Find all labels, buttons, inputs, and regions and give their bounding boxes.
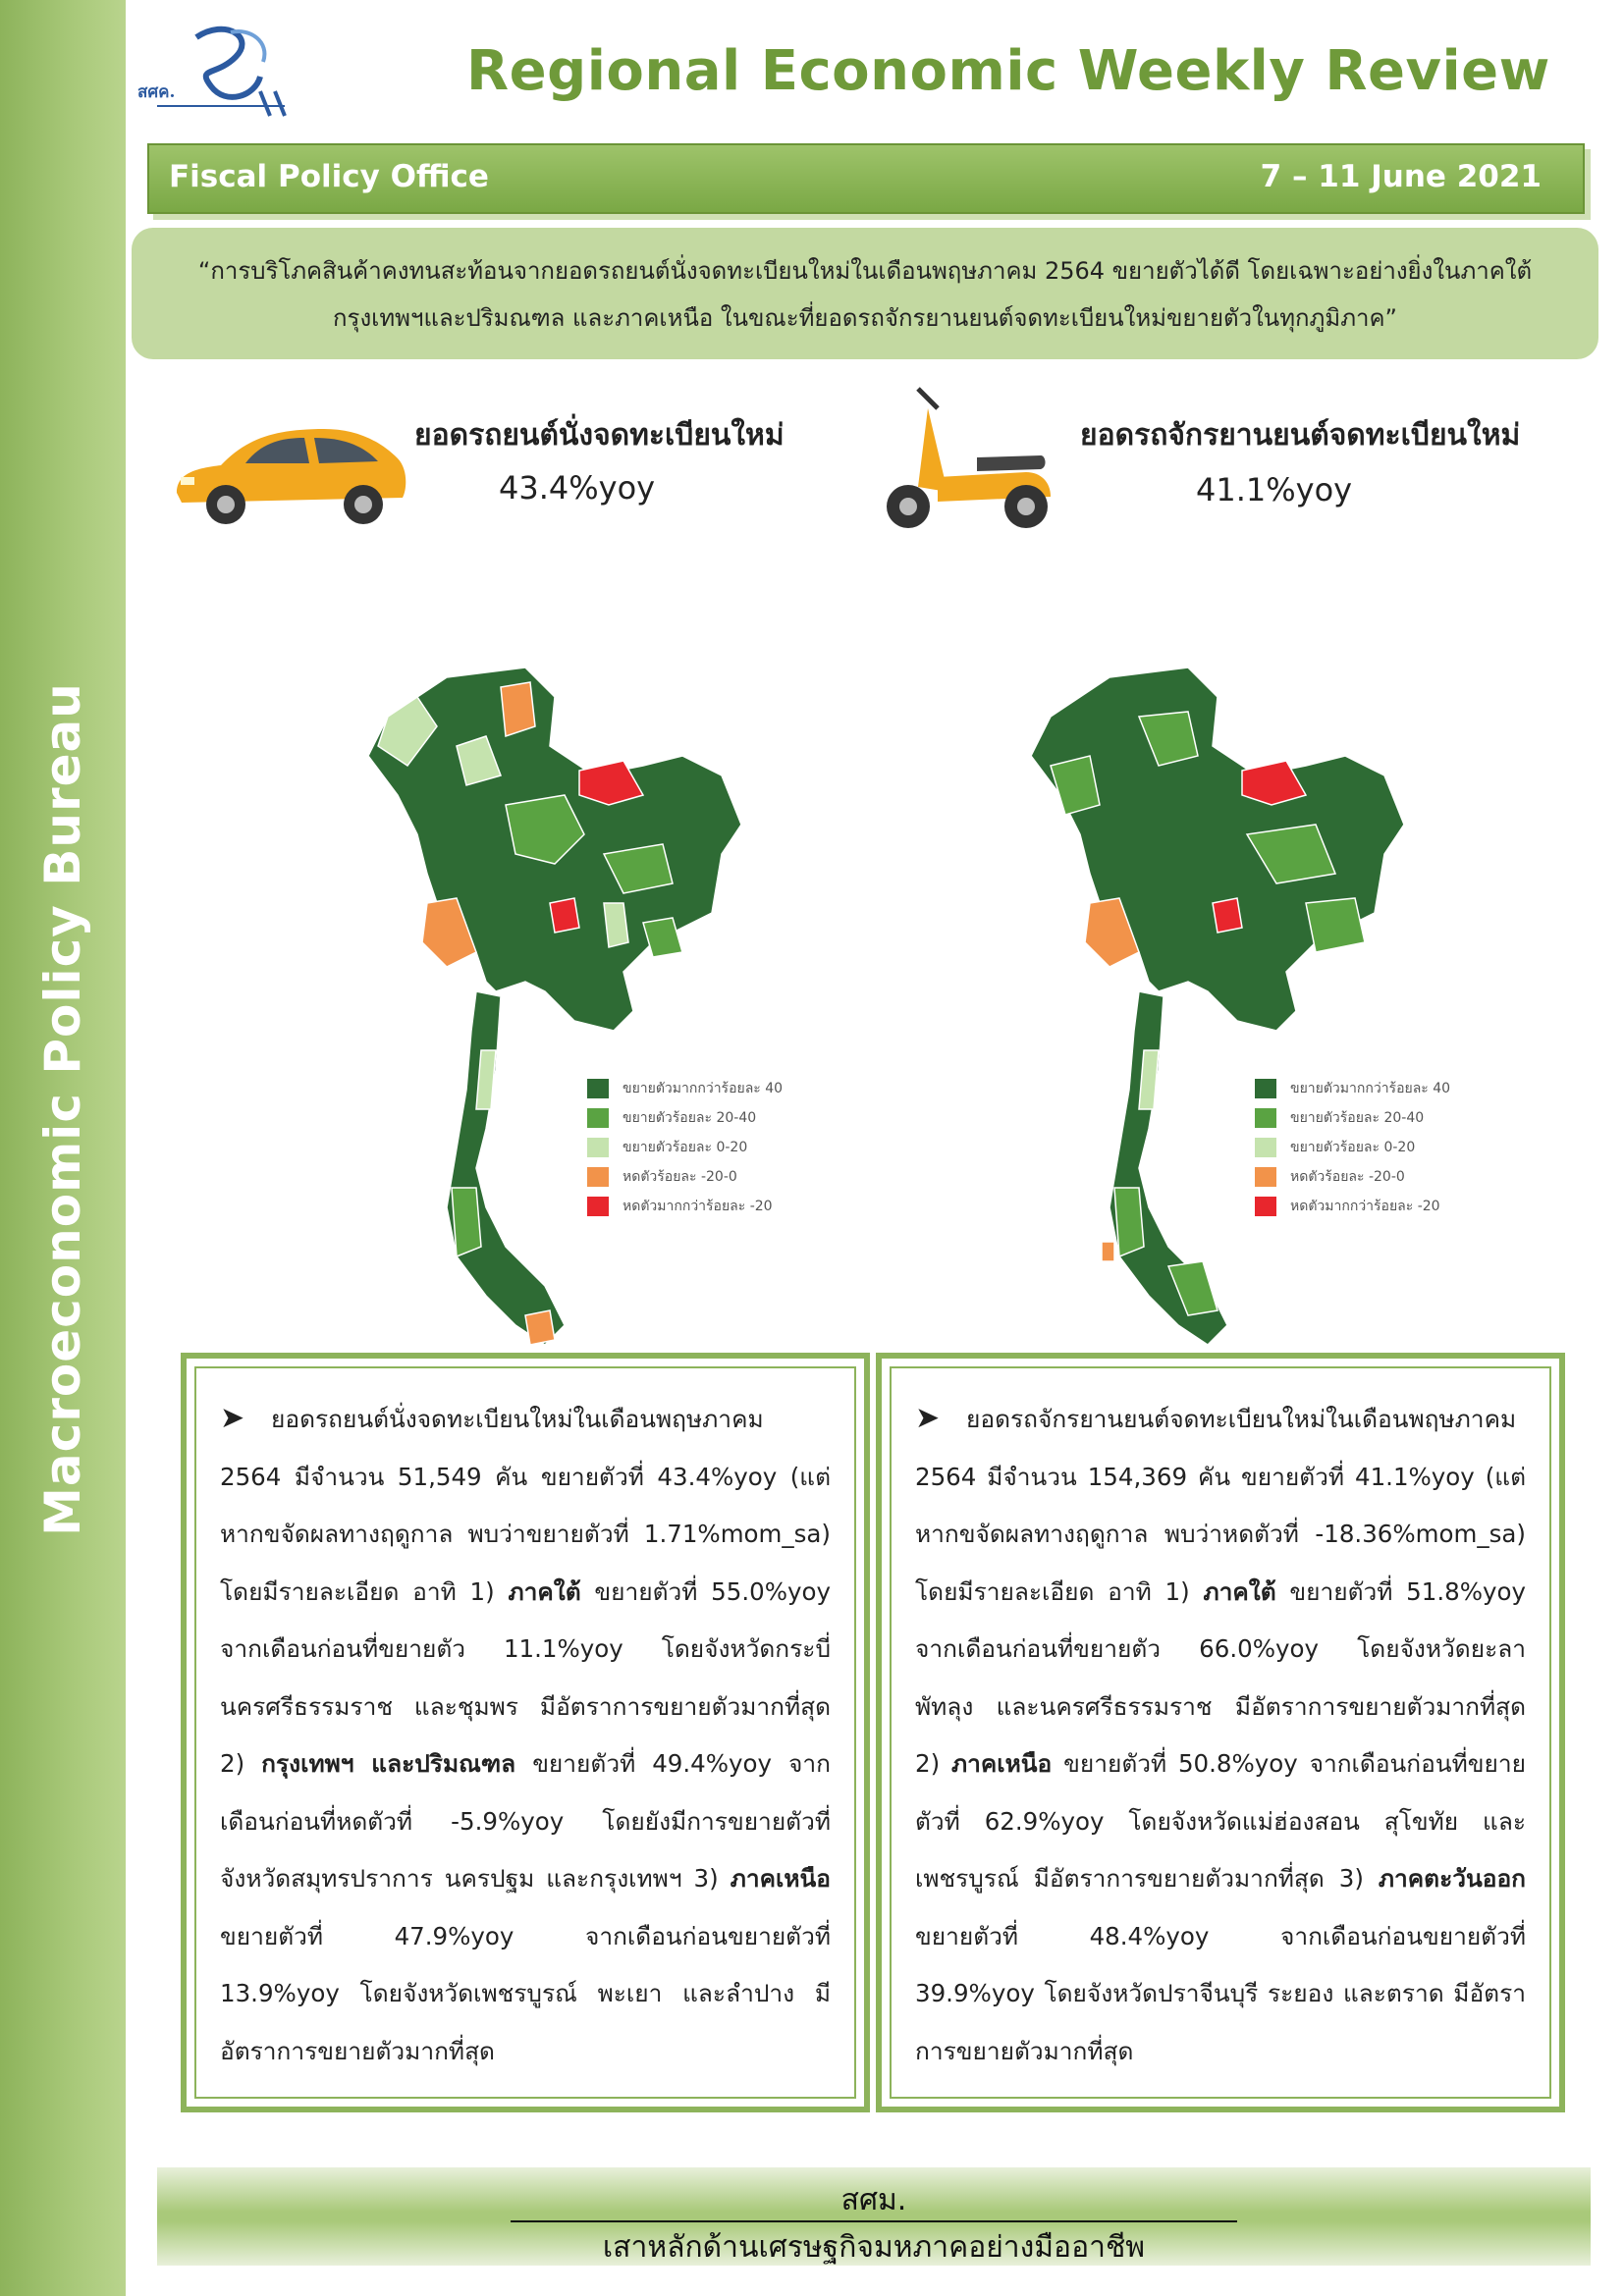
legend-label: หดตัวมากกว่าร้อยละ -20: [623, 1199, 773, 1214]
legend-row: [1255, 1192, 1450, 1221]
legend-row: [587, 1192, 783, 1221]
motorcycle-region-south: ภาคใต้: [1203, 1576, 1276, 1606]
legend-row: [587, 1133, 783, 1162]
legend-swatch: [1255, 1138, 1276, 1157]
legend-swatch: [587, 1197, 609, 1216]
car-analysis-box: [181, 1353, 870, 2112]
car-region-bangkok: กรุงเทพฯ และปริมณฑล: [261, 1749, 516, 1778]
map-region: [1306, 898, 1365, 952]
map-region: [1051, 756, 1100, 815]
motorcycle-stat-value: 41.1%yoy: [1196, 471, 1353, 508]
legend-label: ขยายตัวมากกว่าร้อยละ 40: [1290, 1081, 1451, 1096]
legend-row: [587, 1162, 783, 1192]
motorcycle-text-part-4: ขยายตัวที่ 48.4%yoy จากเดือนก่อนขยายตัวที่ 39.9%yoy โดยจังหวัดปราจีนบุรี ระยอง และตราด มีอัตราการขยายตัวมากที่สุด: [915, 1921, 1526, 2065]
map-region: [1102, 1242, 1114, 1261]
car-stat-label: ยอดรถยนต์นั่งจดทะเบียนใหม่: [414, 418, 785, 453]
footer-slogan: เสาหลักด้านเศรษฐกิจมหภาคอย่างมืออาชีพ: [602, 2230, 1146, 2265]
map-region: [1213, 898, 1242, 933]
motorcycle-analysis-box-border: [890, 1366, 1551, 2099]
motorcycle-region-east: ภาคตะวันออก: [1378, 1864, 1526, 1893]
motorcycle-region-north: ภาคเหนือ: [950, 1749, 1053, 1778]
motorcycle-analysis-box: [876, 1353, 1565, 2112]
legend-swatch: [1255, 1108, 1276, 1128]
map-region: [501, 682, 535, 736]
car-text-part-1: ยอดรถยนต์นั่งจดทะเบียนใหม่ในเดือนพฤษภาคม 2564 มีจำนวน 51,549 คัน ขยายตัวที่ 43.4%yoy (แต่หากขจัดผลทางฤดูกาล พบว่าขยายตัวที่ 1.71%mom_sa) โดยมีรายละเอียด อาทิ 1): [220, 1405, 831, 1606]
motorcycle-stat-label: ยอดรถจักรยานยนต์จดทะเบียนใหม่: [1080, 418, 1521, 453]
car-icon: [167, 414, 412, 532]
arrow-bullet-icon: ➤: [220, 1401, 245, 1435]
legend-label: ขยายตัวร้อยละ 20-40: [623, 1110, 757, 1126]
fpo-logo: [137, 18, 295, 135]
legend-label: ขยายตัวมากกว่าร้อยละ 40: [623, 1081, 784, 1096]
issue-date: 7 – 11 June 2021: [1260, 159, 1542, 194]
map-region: [1031, 667, 1404, 1031]
logo-swirl-icon: [137, 18, 295, 126]
legend-swatch: [587, 1138, 609, 1157]
document-title: Regional Economic Weekly Review: [466, 39, 1550, 103]
legend-row: [1255, 1162, 1450, 1192]
car-analysis-box-border: [194, 1366, 856, 2099]
sidebar: [0, 0, 126, 2296]
office-name: Fiscal Policy Office: [169, 159, 489, 194]
motorcycle-map-legend: [1255, 1074, 1450, 1221]
motorcycle-text-part-1: ยอดรถจักรยานยนต์จดทะเบียนใหม่ในเดือนพฤษภาคม 2564 มีจำนวน 154,369 คัน ขยายตัวที่ 41.1%yoy (แต่หากขจัดผลทางฤดูกาล พบว่าหดตัวที่ -18.36%mom_sa) โดยมีรายละเอียด อาทิ 1): [915, 1405, 1526, 1606]
motorcycle-registration-map: [992, 569, 1453, 1472]
car-region-north: ภาคเหนือ: [730, 1864, 831, 1893]
footer-divider: [511, 2220, 1237, 2222]
legend-swatch: [1255, 1197, 1276, 1216]
map-region: [1114, 1188, 1144, 1256]
legend-label: หดตัวมากกว่าร้อยละ -20: [1290, 1199, 1440, 1214]
car-text-part-4: ขยายตัวที่ 47.9%yoy จากเดือนก่อนขยายตัวที่ 13.9%yoy โดยจังหวัดเพชรบูรณ์ พะเยา และลำปาง มีอัตราการขยายตัวมากที่สุด: [220, 1921, 831, 2065]
legend-swatch: [1255, 1079, 1276, 1098]
map-region: [452, 1188, 481, 1256]
legend-label: ขยายตัวร้อยละ 20-40: [1290, 1110, 1425, 1126]
legend-row: [1255, 1103, 1450, 1133]
legend-row: [1255, 1133, 1450, 1162]
legend-label: ขยายตัวร้อยละ 0-20: [1290, 1140, 1416, 1155]
car-registration-map: [329, 569, 790, 1472]
legend-label: ขยายตัวร้อยละ 0-20: [623, 1140, 748, 1155]
footer-org: สศม.: [840, 2183, 907, 2217]
map-region: [550, 898, 579, 933]
map-region: [447, 991, 565, 1345]
legend-label: หดตัวร้อยละ -20-0: [1290, 1169, 1405, 1185]
legend-label: หดตัวร้อยละ -20-0: [623, 1169, 737, 1185]
arrow-bullet-icon: ➤: [915, 1401, 941, 1435]
map-region: [604, 903, 628, 947]
legend-swatch: [587, 1167, 609, 1187]
motorcycle-text-part-3: ขยายตัวที่ 50.8%yoy จากเดือนก่อนที่ขยายตัวที่ 62.9%yoy โดยจังหวัดแม่ฮ่องสอน สุโขทัย และเพชรบูรณ์ มีอัตราการขยายตัวมากที่สุด 3): [915, 1749, 1526, 1893]
header-bar: [147, 143, 1585, 214]
legend-swatch: [587, 1079, 609, 1098]
scooter-icon: [869, 379, 1065, 536]
legend-row: [587, 1074, 783, 1103]
car-text-part-2: ขยายตัวที่ 55.0%yoy จากเดือนก่อนที่ขยายตัว 11.1%yoy โดยจังหวัดกระบี่ นครศรีธรรมราช และชุมพร มีอัตราการขยายตัวมากที่สุด 2): [220, 1576, 831, 1778]
legend-row: [1255, 1074, 1450, 1103]
sidebar-label: Macroeconomic Policy Bureau: [34, 682, 91, 1536]
car-region-south: ภาคใต้: [508, 1576, 581, 1606]
car-stat-value: 43.4%yoy: [499, 469, 656, 507]
summary-quote: “การบริโภคสินค้าคงทนสะท้อนจากยอดรถยนต์นั่งจดทะเบียนใหม่ในเดือนพฤษภาคม 2564 ขยายตัวได้ดี โดยเฉพาะอย่างยิ่งในภาคใต้ กรุงเทพฯและปริมณฑล และภาคเหนือ ในขณะที่ยอดรถจักรยานยนต์จดทะเบียนใหม่ขยายตัวในทุกภูมิภาค”: [197, 257, 1533, 332]
summary-quote-box: [132, 228, 1598, 359]
legend-swatch: [1255, 1167, 1276, 1187]
legend-row: [587, 1103, 783, 1133]
logo-text: สศค.: [137, 82, 176, 102]
car-map-legend: [587, 1074, 783, 1221]
car-text-part-3: ขยายตัวที่ 49.4%yoy จากเดือนก่อนที่หดตัวที่ -5.9%yoy โดยยังมีการขยายตัวที่จังหวัดสมุทรปราการ นครปฐม และกรุงเทพฯ 3): [220, 1749, 831, 1893]
legend-swatch: [587, 1108, 609, 1128]
map-region: [525, 1310, 555, 1345]
car-analysis-text: [220, 1390, 831, 2080]
motorcycle-text-part-2: ขยายตัวที่ 51.8%yoy จากเดือนก่อนที่ขยายตัว 66.0%yoy โดยจังหวัดยะลา พัทลุง และนครศรีธรรมราช มีอัตราการขยายตัวมากที่สุด 2): [915, 1576, 1526, 1778]
footer-bar: [157, 2167, 1591, 2266]
motorcycle-analysis-text: [915, 1390, 1526, 2080]
